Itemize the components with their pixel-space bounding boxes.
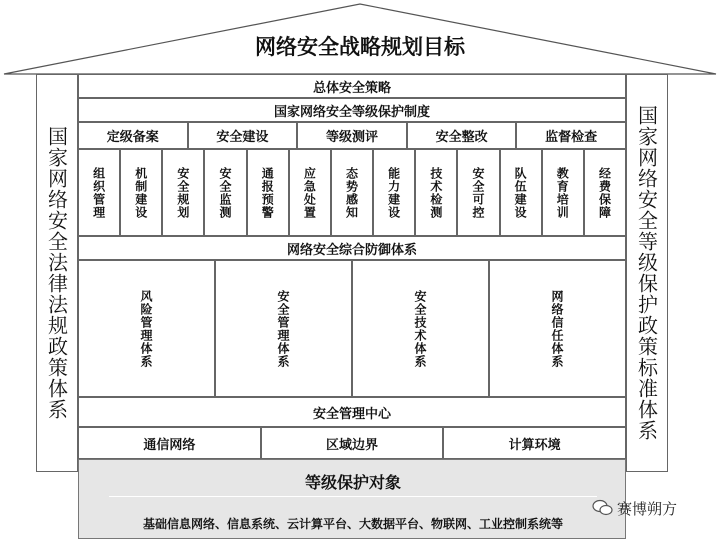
process-item: 等级测评 (297, 122, 407, 149)
subsystem-trust: 网络信任体系 (550, 289, 564, 368)
vertical-item: 技术检测 (428, 166, 443, 219)
infrastructure-item: 区域边界 (261, 427, 444, 459)
right-pillar-label: 国家网络安全等级保护政策标准体系 (634, 105, 659, 441)
subsystem-management: 安全管理体系 (276, 289, 290, 368)
protected-objects-list: 基础信息网络、信息系统、云计算平台、大数据平台、物联网、工业控制系统等 (142, 516, 563, 531)
divider (109, 496, 597, 497)
overall-strategy: 总体安全策略 (78, 74, 626, 98)
vertical-item: 组织管理 (91, 166, 106, 219)
vertical-item: 应急处置 (302, 166, 317, 219)
protected-objects-title: 等级保护对象 (304, 472, 401, 492)
vertical-item: 机制建设 (133, 166, 148, 219)
vertical-item: 队伍建设 (513, 166, 528, 219)
chat-bubble-icon (592, 499, 614, 517)
right-pillar (626, 74, 668, 472)
infrastructure-item: 通信网络 (78, 427, 261, 459)
vertical-item: 经费保障 (597, 166, 612, 219)
vertical-items-row (78, 149, 626, 236)
vertical-item: 态势感知 (344, 166, 359, 219)
subsystem-technology: 安全技术体系 (413, 289, 427, 368)
vertical-item: 安全监测 (218, 166, 233, 219)
infrastructure-row (78, 427, 626, 459)
process-row (78, 122, 626, 149)
vertical-item: 通报预警 (260, 166, 275, 219)
infrastructure-item: 计算环境 (443, 427, 626, 459)
left-pillar-label: 国家网络安全法律法规政策体系 (44, 126, 69, 420)
roof-title: 网络安全战略规划目标 (255, 34, 465, 59)
process-item: 监督检查 (516, 122, 626, 149)
watermark (592, 496, 716, 520)
process-item: 安全建设 (188, 122, 298, 149)
management-center: 安全管理中心 (78, 397, 626, 427)
vertical-item: 教育培训 (555, 166, 570, 219)
protected-objects-base (78, 459, 626, 539)
defense-system: 网络安全综合防御体系 (78, 236, 626, 260)
vertical-item: 能力建设 (386, 166, 401, 219)
subsystems-row (78, 260, 626, 397)
subsystem-risk: 风险管理体系 (139, 289, 153, 368)
process-item: 定级备案 (78, 122, 188, 149)
vertical-item: 安全规划 (175, 166, 190, 219)
process-item: 安全整改 (407, 122, 517, 149)
watermark-text: 赛博朔方 (617, 499, 678, 518)
left-pillar (36, 74, 78, 472)
protection-system: 国家网络安全等级保护制度 (78, 98, 626, 122)
vertical-item: 安全可控 (470, 166, 485, 219)
